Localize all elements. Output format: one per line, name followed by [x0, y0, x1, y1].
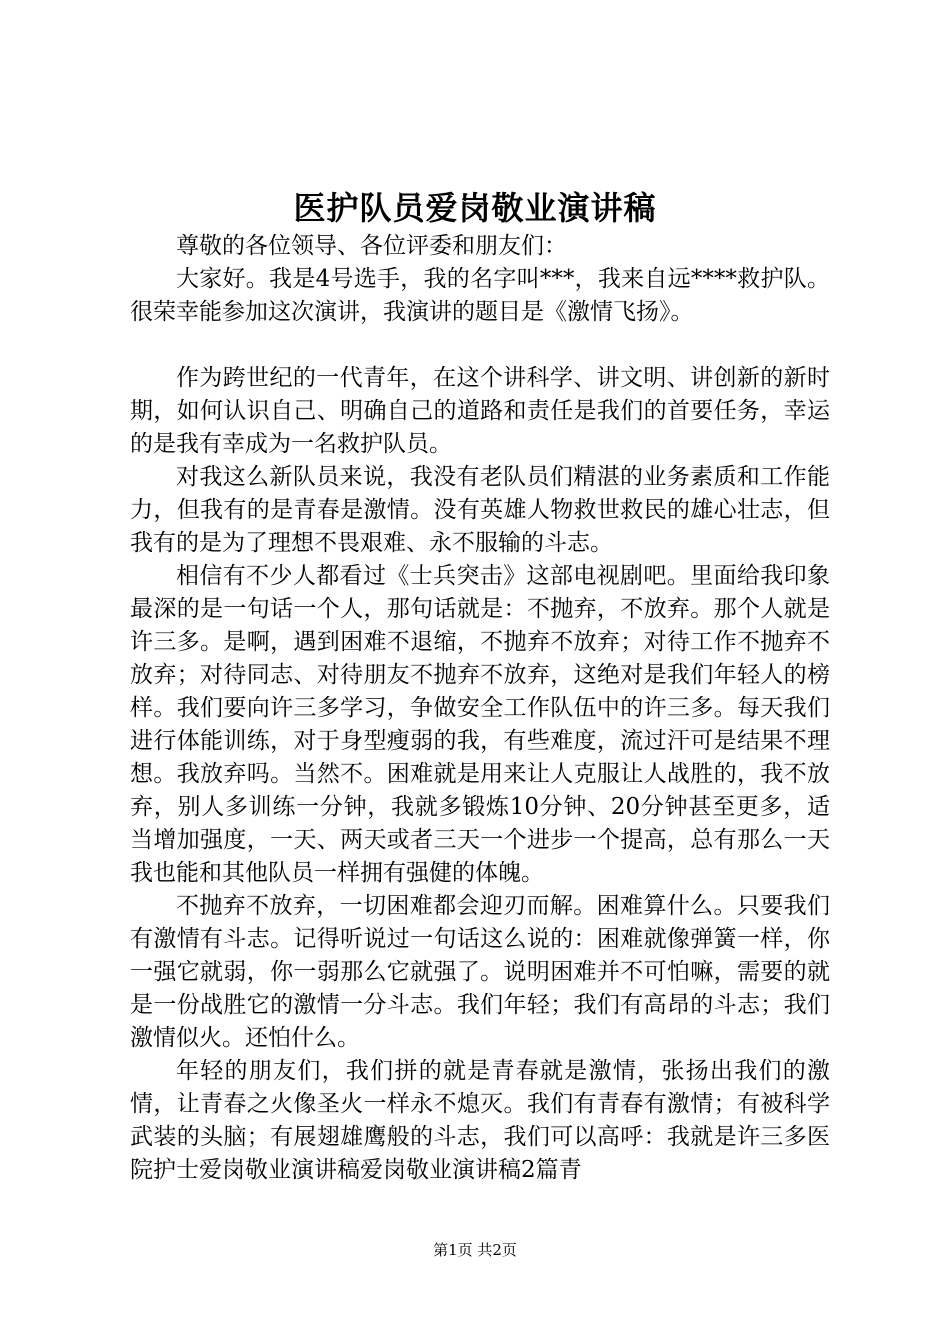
paragraph: 对我这么新队员来说，我没有老队员们精湛的业务素质和工作能力，但我有的是青春是激情。没有英雄人物救世救民的雄心壮志，但我有的是为了理想不畏艰难、永不服输的斗志。	[130, 464, 830, 556]
paragraph: 年轻的朋友们，我们拼的就是青春就是激情，张扬出我们的激情，让青春之火像圣火一样永不熄灭。我们有青春有激情；有被科学武装的头脑；有展翅雄鹰般的斗志，我们可以高呼：我就是许三多医院护士爱岗敬业演讲稿爱岗敬业演讲稿2篇青	[130, 1058, 830, 1183]
paragraph: 相信有不少人都看过《士兵突击》这部电视剧吧。里面给我印象最深的是一句话一个人，那句话就是：不抛弃，不放弃。那个人就是许三多。是啊，遇到困难不退缩，不抛弃不放弃；对待工作不抛弃不放弃；对待同志、对待朋友不抛弃不放弃，这绝对是我们年轻人的榜样。我们要向许三多学习，争做安全工作队伍中的许三多。每天我们进行体能训练，对于身型瘦弱的我，有些难度，流过汗可是结果不理想。我放弃吗。当然不。困难就是用来让人克服让人战胜的，我不放弃，别人多训练一分钟，我就多锻炼10分钟、20分钟甚至更多，适当增加强度，一天、两天或者三天一个进步一个提高，总有那么一天我也能和其他队员一样拥有强健的体魄。	[130, 563, 830, 886]
paragraph-salutation: 尊敬的各位领导、各位评委和朋友们：	[176, 233, 567, 259]
paragraph-introduction: 大家好。我是4号选手，我的名字叫***，我来自远****救护队。很荣幸能参加这次演讲，我演讲的题目是《激情飞扬》。	[130, 266, 830, 325]
document-body	[130, 230, 830, 1187]
paragraph: 作为跨世纪的一代青年，在这个讲科学、讲文明、讲创新的新时期，如何认识自己、明确自己的道路和责任是我们的首要任务，幸运的是我有幸成为一名救护队员。	[130, 365, 830, 457]
document-title: 医护队员爱岗敬业演讲稿	[293, 189, 657, 227]
paragraph: 不抛弃不放弃，一切困难都会迎刃而解。困难算什么。只要我们有激情有斗志。记得听说过一句话这么说的：困难就像弹簧一样，你一强它就弱，你一弱那么它就强了。说明困难并不可怕嘛，需要的就是一份战胜它的激情一分斗志。我们年轻；我们有高昂的斗志；我们激情似火。还怕什么。	[130, 893, 830, 1051]
page-number-footer: 第1页 共2页	[433, 1241, 517, 1259]
